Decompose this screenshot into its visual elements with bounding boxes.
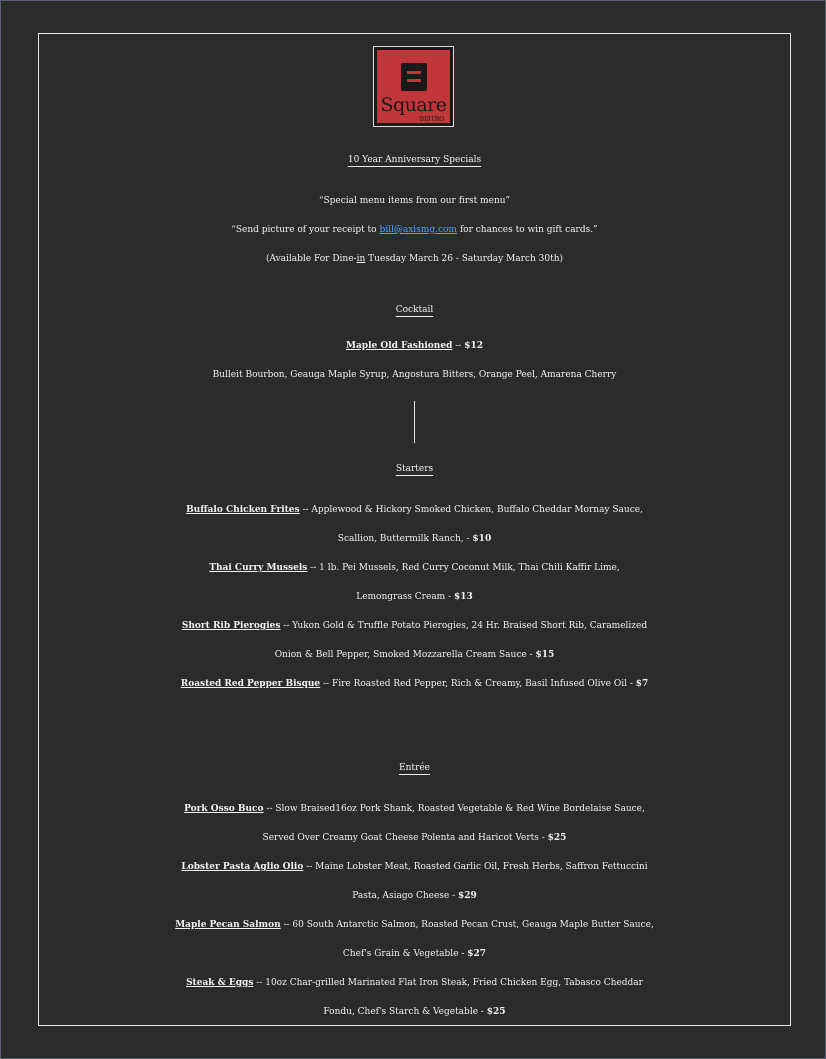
availability-pre: (Available For Dine- [265,254,357,264]
availability-line [39,249,790,269]
entree-1-price: $25 [547,833,567,843]
logo-word: Square [380,94,447,116]
cocktail-price: $12 [464,341,483,351]
menu-title: 10 Year Anniversary Specials [347,155,482,165]
entree-2-desc1: -- Maine Lobster Meat, Roasted Garlic Oil, Fresh Herbs, Saffron Fettuccini [303,862,648,872]
starter-2-price: $13 [453,592,473,602]
entree-4-desc1: -- 10oz Char-grilled Marinated Flat Iron Steak, Fried Chicken Egg, Tabasco Cheddar [253,978,643,988]
section-divider [414,401,415,443]
entree-1-line-2 [39,828,790,848]
cocktail-description: Bulleit Bourbon, Geauga Maple Syrup, Angostura Bitters, Orange Peel, Amarena Cherry [212,370,617,380]
email-link[interactable]: bill@axismg.com [379,225,457,235]
entree-3-line-1 [39,915,790,935]
starter-4-line-1 [39,674,790,694]
entree-4-name: Steak & Eggs [186,978,254,988]
starter-1-desc1: -- Applewood & Hickory Smoked Chicken, Buffalo Cheddar Mornay Sauce, [299,505,643,515]
entree-1-line-1 [39,799,790,819]
starter-1-name: Buffalo Chicken Frites [186,505,300,515]
starter-3-price: $15 [535,650,555,660]
starter-4-price: $7 [635,679,649,689]
intro-line-2-post: for chances to win gift cards.” [456,225,598,235]
entree-3-line-2 [39,944,790,964]
starter-1-desc2: Scallion, Buttermilk Ranch, - [337,534,473,544]
availability-in: in [356,254,366,264]
starter-3-desc2: Onion & Bell Pepper, Smoked Mozzarella Cream Sauce - [274,650,536,660]
entree-1-desc2: Served Over Creamy Goat Cheese Polenta and Haricot Verts - [262,833,548,843]
starters-heading: Starters [395,464,434,474]
entree-3-desc1: -- 60 South Antarctic Salmon, Roasted Pecan Crust, Geauga Maple Butter Sauce, [280,920,654,930]
entree-3-price: $27 [467,949,487,959]
entree-2-price: $29 [458,891,477,901]
starter-3-line-2 [39,645,790,665]
entree-3-desc2: Chef's Grain & Vegetable - [342,949,468,959]
starter-1-price: $10 [472,534,492,544]
starter-4-name: Roasted Red Pepper Bisque [180,679,321,689]
intro-line-1: “Special menu items from our first menu” [318,196,511,206]
intro-line-2 [39,220,790,240]
entree-4-line-2 [39,1002,790,1022]
entree-2-name: Lobster Pasta Aglio Olio [181,862,304,872]
entree-1-desc1: -- Slow Braised16oz Pork Shank, Roasted Vegetable & Red Wine Bordelaise Sauce, [263,804,645,814]
starter-2-name: Thai Curry Mussels [209,563,308,573]
cocktail-item [39,336,790,356]
cocktail-sep: -- [452,341,465,351]
availability-post: Tuesday March 26 - Saturday March 30th) [365,254,564,264]
starter-2-desc2: Lemongrass Cream - [356,592,454,602]
starter-1-line-2 [39,529,790,549]
starter-2-line-2 [39,587,790,607]
entree-2-line-1 [39,857,790,877]
starter-3-desc1: -- Yukon Gold & Truffle Potato Pierogies, 24 Hr. Braised Short Rib, Caramelized [280,621,648,631]
starter-2-line-1 [39,558,790,578]
entree-4-line-1 [39,973,790,993]
starter-1-line-1 [39,500,790,520]
square-bistro-logo [373,46,454,127]
entree-2-desc2: Pasta, Asiago Cheese - [352,891,458,901]
entree-3-name: Maple Pecan Salmon [175,920,281,930]
cocktail-name: Maple Old Fashioned [346,341,453,351]
entree-1-name: Pork Osso Buco [184,804,264,814]
starter-4-desc1: -- Fire Roasted Red Pepper, Rich & Creamy, Basil Infused Olive Oil - [320,679,636,689]
entree-4-price: $25 [486,1007,506,1017]
entree-4-desc2: Fondu, Chef's Starch & Vegetable - [323,1007,487,1017]
menu-frame [38,33,791,1026]
cocktail-heading: Cocktail [395,305,434,315]
logo-panel [377,50,450,123]
intro-line-2-pre: “Send picture of your receipt to [231,225,380,235]
logo-subtitle: BISTRO [419,116,444,123]
entree-heading: Entrée [399,763,430,773]
logo-s-mark-icon [401,63,427,91]
starter-3-name: Short Rib Pierogies [181,621,281,631]
starter-2-desc1: -- 1 lb. Pei Mussels, Red Curry Coconut Milk, Thai Chili Kaffir Lime, [307,563,620,573]
starter-3-line-1 [39,616,790,636]
entree-2-line-2 [39,886,790,906]
